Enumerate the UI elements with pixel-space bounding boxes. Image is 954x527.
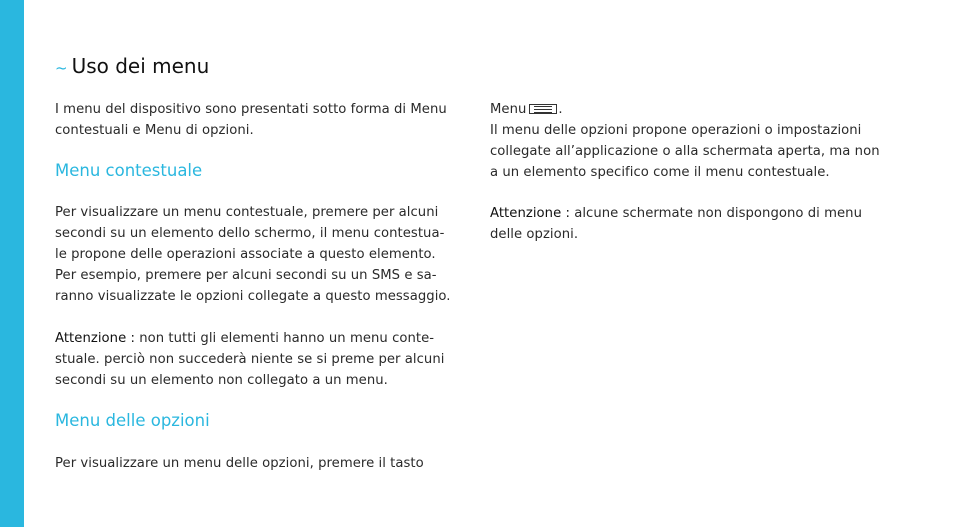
note-text: alcune schermate non dispongono di menu [569,206,863,221]
page-title [55,53,209,81]
note-line: delle opzioni. [490,227,579,242]
body-line: Per visualizzare un menu contestuale, premere per alcuni [55,205,439,220]
heading-menu-delle-opzioni: Menu delle opzioni [55,411,210,430]
body-line: le propone delle operazioni associate a questo elemento. [55,247,436,262]
key-line-end: . [558,102,563,117]
intro-line: contestuali e Menu di opzioni. [55,123,254,138]
options-menu-paragraph-start [55,453,460,474]
body-line: collegate all’applicazione o alla schermata aperta, ma non [490,144,880,159]
body-line: Il menu delle opzioni propone operazioni o impostazioni [490,123,862,138]
menu-key-icon [529,104,557,114]
note-text: non tutti gli elementi hanno un menu conte- [134,331,435,346]
contextual-menu-paragraph [55,202,460,307]
menu-key-label: Menu [490,102,527,117]
options-menu-paragraph-continued [490,99,900,183]
intro-line: I menu del dispositivo sono presentati sotto forma di Menu [55,102,447,117]
contextual-note-paragraph [55,328,460,391]
accent-side-bar [0,0,24,527]
options-note-paragraph [490,203,900,245]
body-line: a un elemento specifico come il menu contestuale. [490,165,830,180]
body-line: ranno visualizzate le opzioni collegate a questo messaggio. [55,289,451,304]
heading-menu-contestuale: Menu contestuale [55,161,203,180]
intro-paragraph [55,99,460,141]
body-line: Per esempio, premere per alcuni secondi su un SMS e sa- [55,268,437,283]
body-line: Per visualizzare un menu delle opzioni, premere il tasto [55,456,424,471]
body-line: secondi su un elemento dello schermo, il menu contestua- [55,226,445,241]
key-line [490,99,900,120]
note-line: secondi su un elemento non collegato a un menu. [55,373,388,388]
note-line [55,328,460,349]
note-label: Attenzione : [490,206,570,221]
note-line: stuale. perciò non succederà niente se si preme per alcuni [55,352,445,367]
page-title-text: Uso dei menu [71,54,210,78]
title-marker: ~ [55,59,68,77]
note-line [490,203,900,224]
note-label: Attenzione : [55,331,135,346]
